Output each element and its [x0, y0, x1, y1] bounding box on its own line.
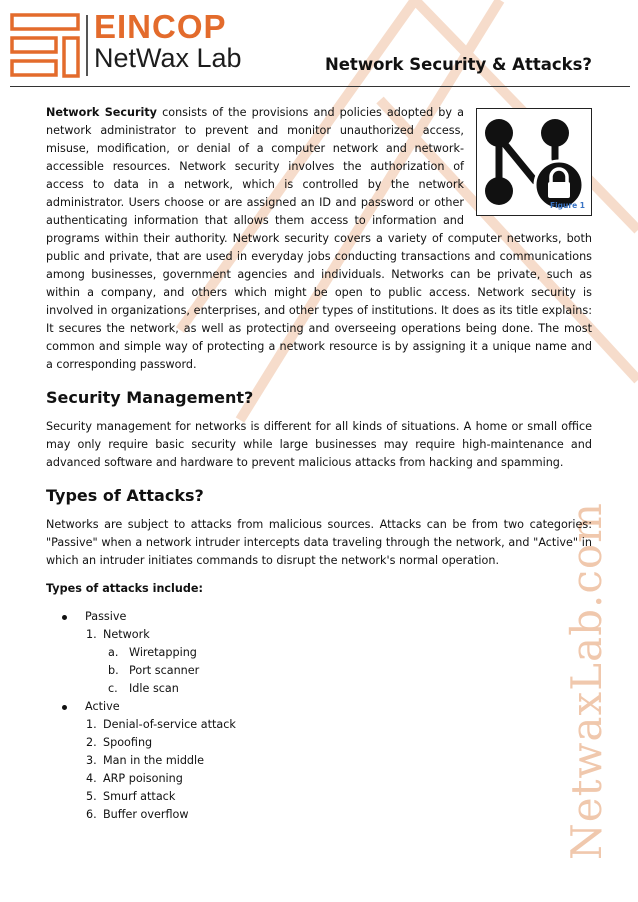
list-item [46, 644, 592, 662]
types-of-attacks-paragraph: Networks are subject to attacks from malicious sources. Attacks can be from two categories: "Passive" when a network intruder intercepts data traveling through the network, and "Active" in which an intruder initiates commands to disrupt the network's normal operation. [46, 518, 592, 567]
list-item [46, 752, 592, 770]
figure-caption: Figure 1 [549, 201, 585, 210]
list-number: 4. [86, 772, 97, 785]
list-item-label: Buffer overflow [103, 808, 189, 821]
list-item-label: Spoofing [103, 736, 153, 749]
list-item-label: Idle scan [129, 682, 179, 695]
brand-name-primary: EINCOP [94, 8, 227, 45]
passive-label: Passive [85, 610, 127, 623]
intro-text: consists of the provisions and policies adopted by a network administrator to prevent and monitor unauthorized access, misuse, modification, or denial of a computer network and network-accessible resources. Network security involves the authorization of access to data in a network, which is controlled by the network administrator. Users choose or are assigned an ID and password or other authenticating information that allows them access to information and programs within their authority. Network security covers a variety of computer networks, both public and private, that are used in everyday jobs conducting transactions and communications among businesses, government agencies and individuals. Networks can be private, such as within a company, and others which might be open to public access. Network security is involved in organizations, enterprises, and other types of institutions. It does as its title explains: It secures the network, as well as protecting and overseeing operations being done. The most common and simple way of protecting a network resource is by assigning it a unique name and a corresponding password. [46, 106, 592, 371]
brand-name-secondary: NetWax Lab [94, 43, 242, 73]
passive-network-list [46, 644, 592, 698]
header-divider [10, 86, 630, 87]
document-body [46, 104, 592, 824]
list-item-label: ARP poisoning [103, 772, 183, 785]
list-item-label: Port scanner [129, 664, 200, 677]
list-item-network [46, 626, 592, 644]
list-item-label: Wiretapping [129, 646, 197, 659]
list-number: 2. [86, 736, 97, 749]
figure-1 [476, 108, 592, 216]
list-letter: b. [108, 664, 119, 677]
list-item [46, 680, 592, 698]
types-of-attacks-heading: Types of Attacks? [46, 486, 204, 505]
active-attacks-list [46, 716, 592, 824]
list-letter: c. [108, 682, 118, 695]
passive-group-list [46, 626, 592, 644]
intro-bold-lead: Network Security [46, 106, 157, 119]
list-item [46, 806, 592, 824]
page-title: Network Security & Attacks? [324, 55, 592, 74]
list-number: 1. [86, 628, 97, 641]
attack-types-subheading: Types of attacks include: [46, 582, 203, 595]
list-number: 1. [86, 718, 97, 731]
list-letter: a. [108, 646, 119, 659]
bullet-icon [62, 615, 67, 620]
security-management-paragraph: Security management for networks is different for all kinds of situations. A home or small office may only require basic security while large businesses may require high-maintenance and advanced software and hardware to prevent malicious attacks from hacking and spamming. [46, 420, 592, 469]
list-number: 6. [86, 808, 97, 821]
list-item-label: Smurf attack [103, 790, 176, 803]
list-item [46, 662, 592, 680]
list-number: 5. [86, 790, 97, 803]
attack-types-list [46, 608, 592, 626]
list-item [46, 716, 592, 734]
list-item [46, 734, 592, 752]
network-label: Network [103, 628, 150, 641]
list-number: 3. [86, 754, 97, 767]
bullet-icon [62, 705, 67, 710]
list-item-passive [46, 608, 592, 626]
security-management-heading: Security Management? [46, 388, 254, 407]
list-item [46, 770, 592, 788]
network-lock-icon [477, 109, 591, 209]
watermark: NetwaxLab.com [562, 502, 611, 860]
list-item-label: Denial-of-service attack [103, 718, 236, 731]
list-item [46, 788, 592, 806]
active-label: Active [85, 700, 120, 713]
list-item-active [46, 698, 592, 716]
list-item-label: Man in the middle [103, 754, 205, 767]
attack-types-list-active [46, 698, 592, 716]
